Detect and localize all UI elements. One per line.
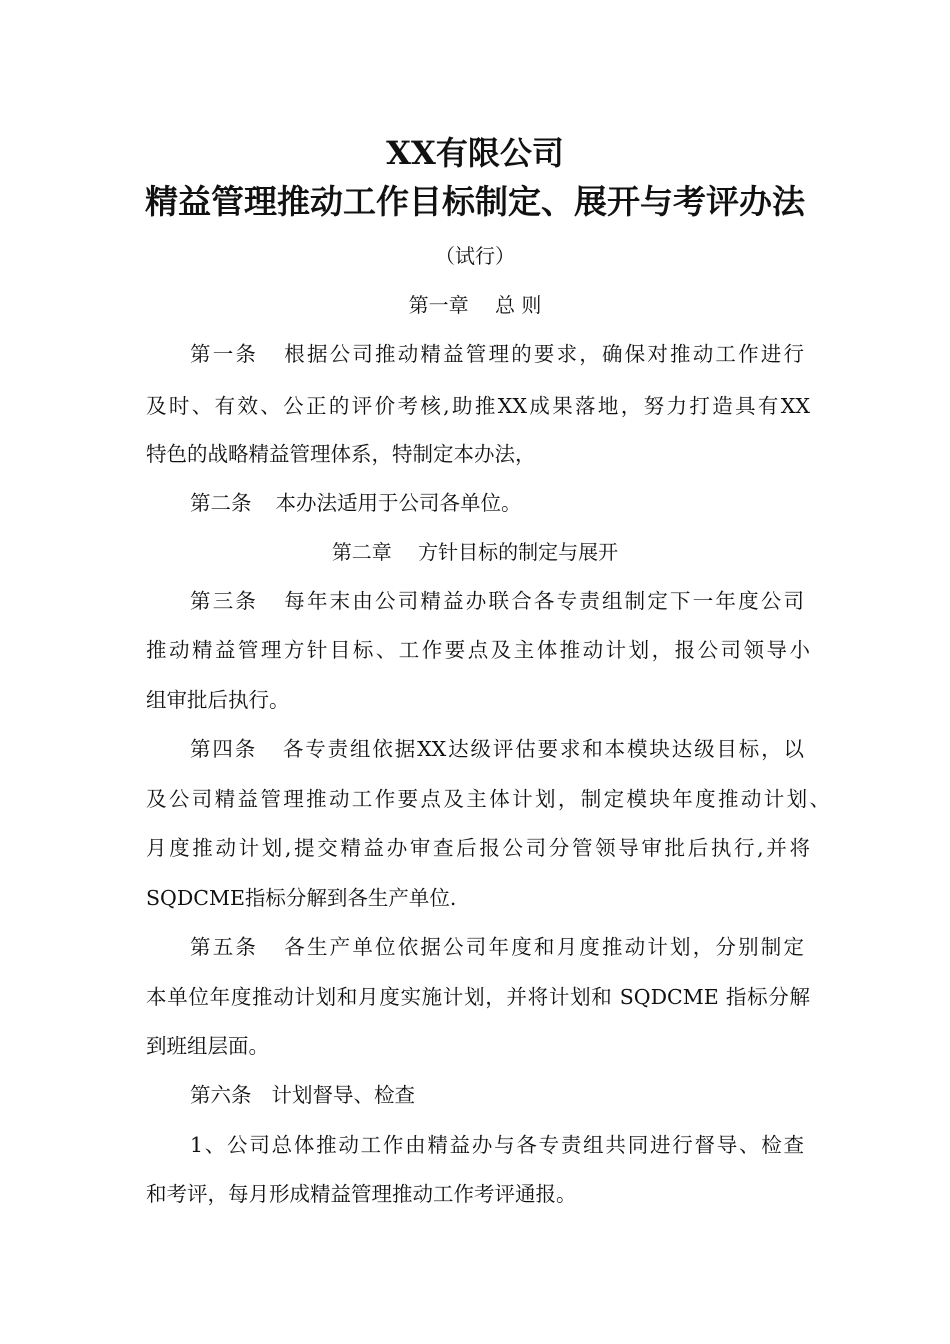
document-title-main: 精益管理推动工作目标制定、展开与考评办法	[145, 182, 805, 221]
article-5-text-line-2: 本单位年度推动计划和月度实施计划，并将计划和 SQDCME 指标分解	[146, 985, 810, 1009]
document-title-company: XX有限公司	[386, 134, 564, 172]
article-3-text-line-3: 组审批后执行。	[146, 688, 290, 712]
article-5-label: 第五条	[190, 935, 259, 959]
article-3-text-line-2: 推动精益管理方针目标、工作要点及主体推动计划，报公司领导小	[146, 638, 810, 662]
chapter-2-heading: 第二章 方针目标的制定与展开	[331, 540, 619, 564]
article-5-text-line-1: 各生产单位依据公司年度和月度推动计划，分别制定	[282, 935, 804, 959]
article-1-text-line-1: 根据公司推动精益管理的要求，确保对推动工作进行	[282, 342, 804, 366]
article-4-text-line-2: 及公司精益管理推动工作要点及主体计划，制定模块年度推动计划、	[146, 787, 830, 811]
article-4-text-line-3: 月度推动计划,提交精益办审查后报公司分管领导审批后执行,并将	[146, 836, 810, 860]
article-4-label: 第四条	[190, 737, 258, 761]
article-4-first-line	[190, 735, 804, 763]
article-3-label: 第三条	[190, 589, 259, 613]
item-1-text-line-2: 和考评，每月形成精益管理推动工作考评通报。	[146, 1182, 577, 1206]
article-1-label: 第一条	[190, 342, 259, 366]
chapter-1-heading: 第一章 总 则	[408, 293, 542, 317]
article-2	[190, 489, 522, 517]
article-2-label: 第二条	[190, 491, 252, 515]
article-5-first-line	[190, 933, 804, 961]
document-subtitle: （试行）	[435, 244, 515, 268]
article-6-label: 第六条	[190, 1083, 252, 1107]
article-5-text-line-3: 到班组层面。	[146, 1034, 269, 1058]
article-6-text: 计划督导、检查	[271, 1083, 415, 1107]
article-1-text-line-2: 及时、有效、公正的评价考核,助推XX成果落地，努力打造具有XX	[146, 394, 810, 418]
article-1-first-line	[190, 340, 804, 368]
article-6	[190, 1081, 415, 1109]
article-3-text-line-1: 每年末由公司精益办联合各专责组制定下一年度公司	[282, 589, 804, 613]
article-4-text-line-4: SQDCME指标分解到各生产单位.	[146, 886, 457, 910]
article-4-text-line-1: 各专责组依据XX达级评估要求和本模块达级目标，以	[281, 737, 805, 761]
article-1-text-line-3: 特色的战略精益管理体系，特制定本办法，	[146, 442, 536, 466]
article-2-text: 本办法适用于公司各单位。	[275, 491, 522, 515]
article-3-first-line	[190, 587, 804, 615]
item-1-text-line-1: 1、公司总体推动工作由精益办与各专责组共同进行督导、检查	[190, 1133, 804, 1157]
